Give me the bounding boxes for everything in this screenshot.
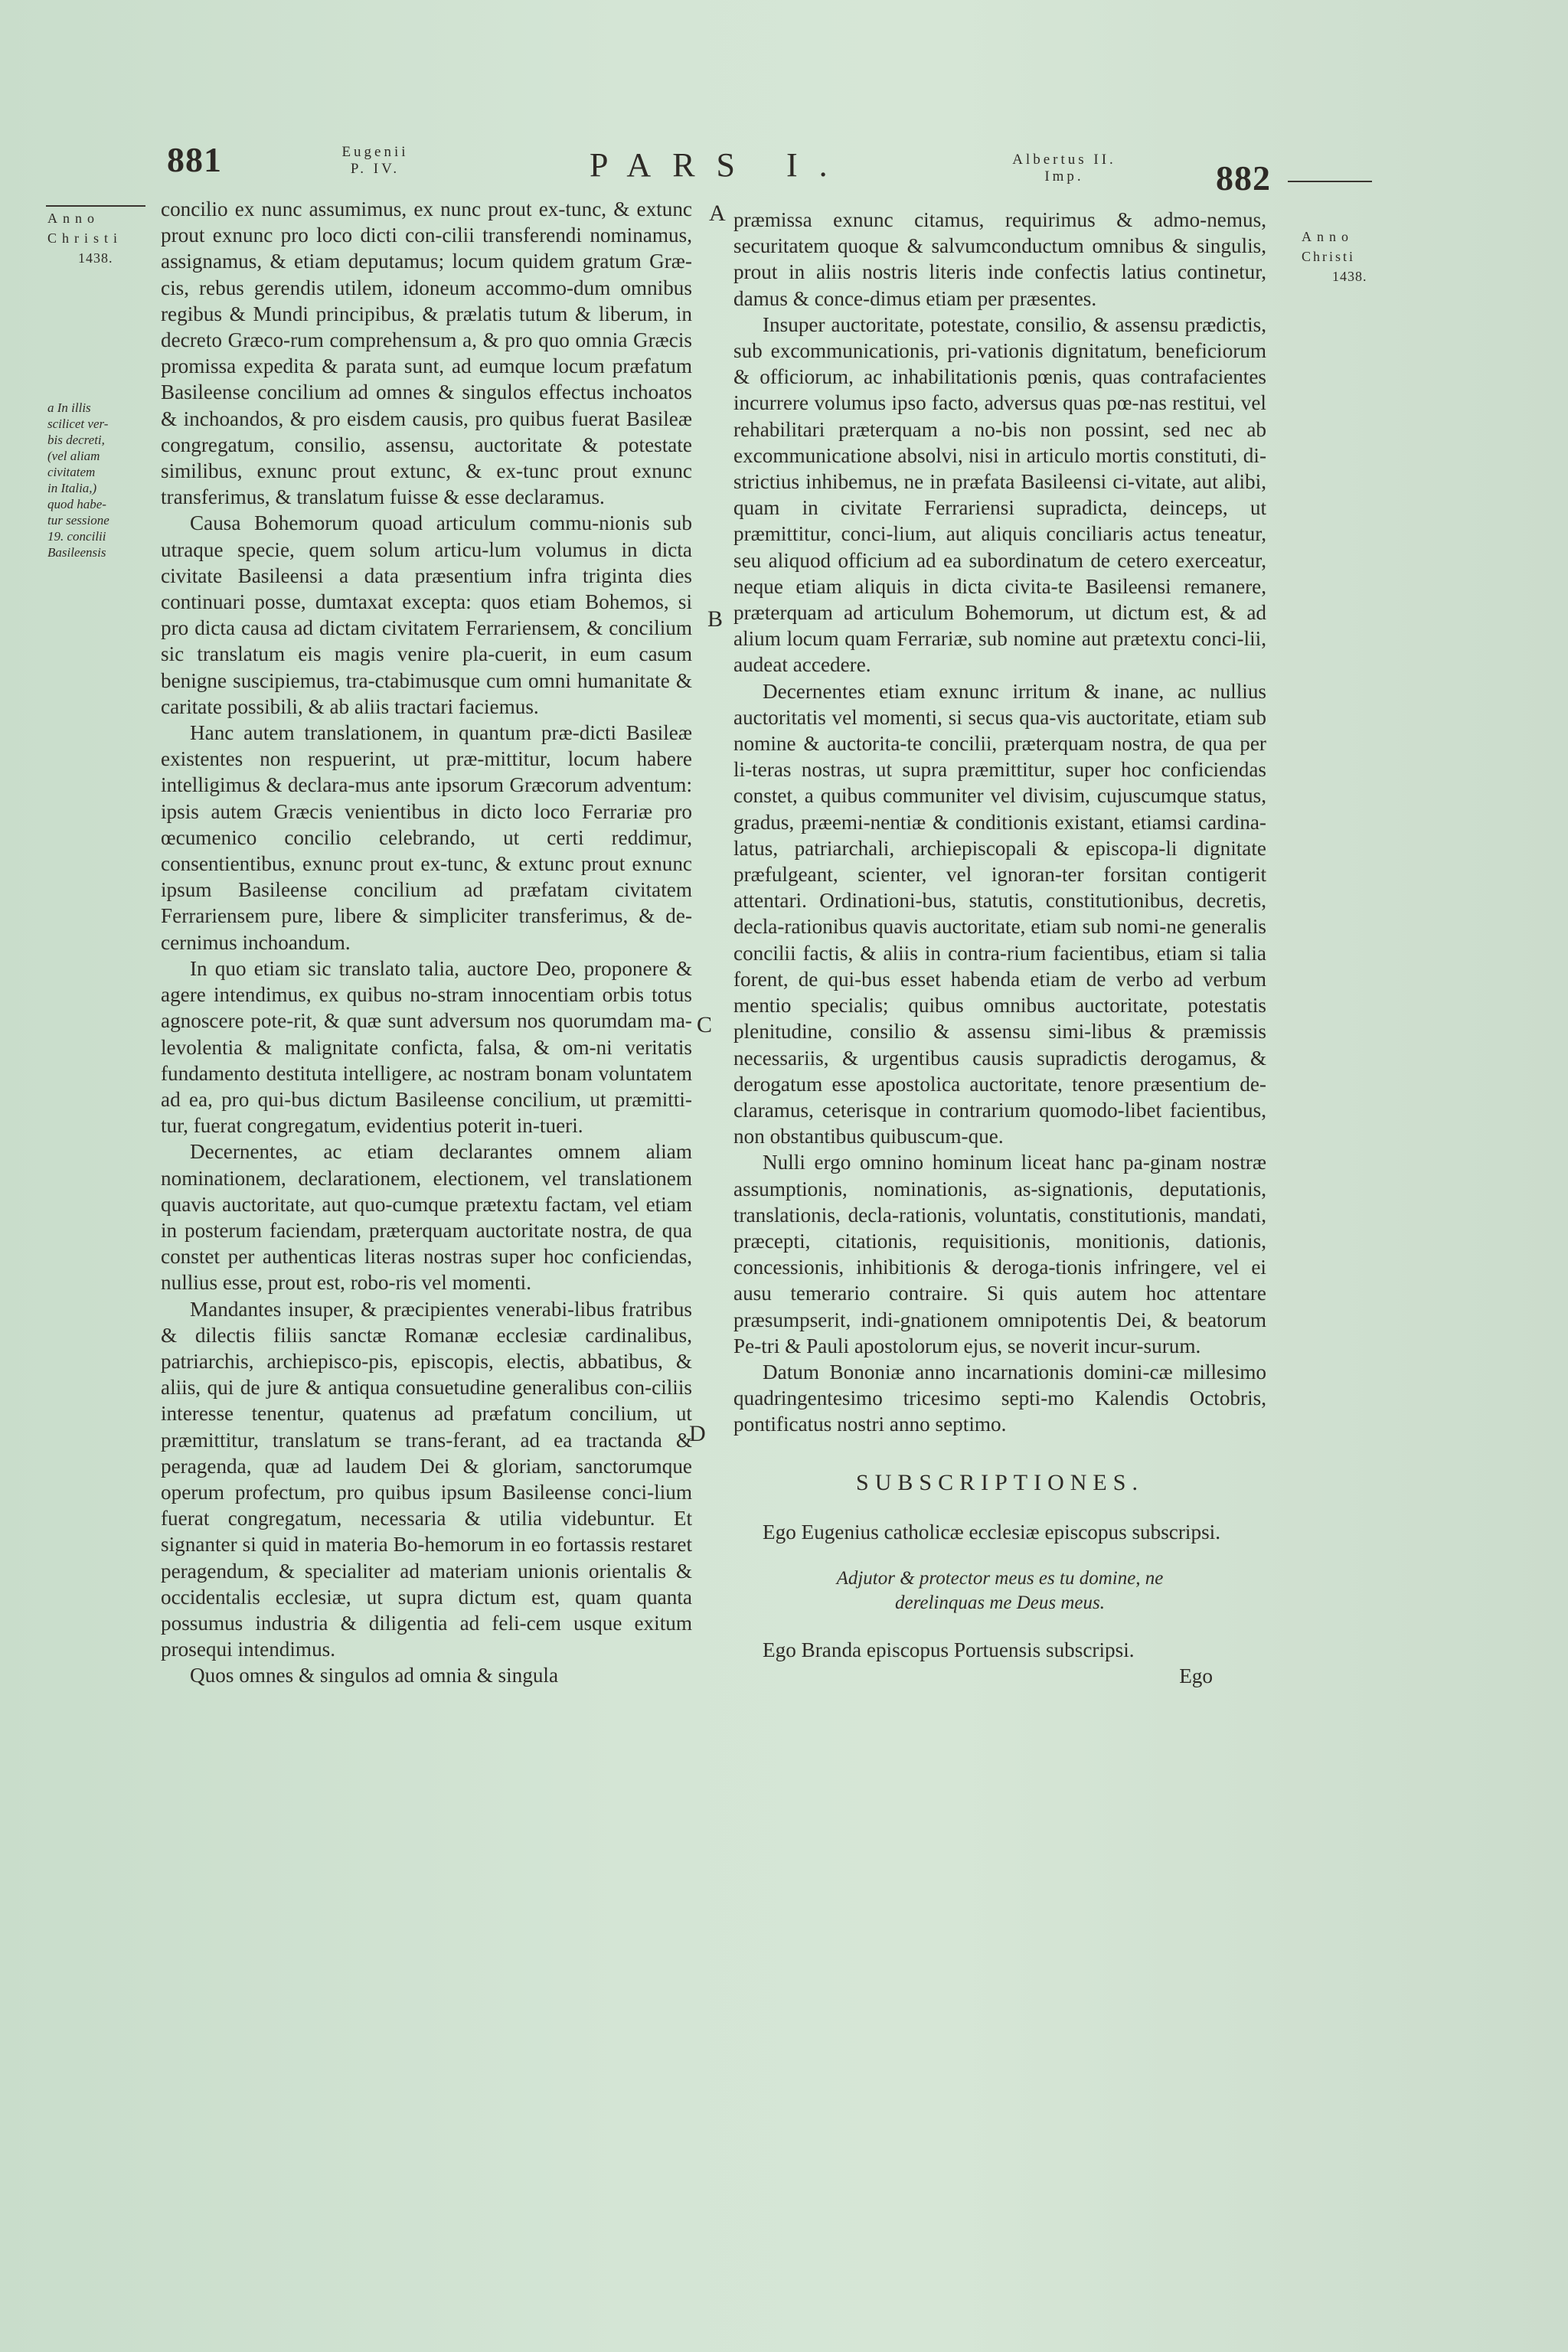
motto [764, 1566, 1236, 1615]
paragraph: Datum Bononiæ anno incarnationis domini-cæ millesimo quadringentesimo tricesimo septi-mo Kalendis Octobris, pontificatus nostri anno septimo. [733, 1360, 1266, 1436]
section-letter-a: A [709, 201, 726, 226]
paragraph: Nulli ergo omnino hominum liceat hanc pa-ginam nostræ assumptionis, nominationis, as-signationis, deputationis, translationis, decla-rationis, voluntatis, constitutionis, mandati, præcepti, citationis, requisitionis, monitionis, dationis, concessionis, inhibitionis & deroga-tionis infringere, vel ei ausu temerario contraire. Si quis autem hoc attentare præsumpserit, indi-gnationem omnipotentis Dei, & beatorum Pe-tri & Pauli apostolorum ejus, se noverit incur-surum. [733, 1151, 1266, 1357]
subscription: Ego Branda episcopus Portuensis subscripsi. [763, 1638, 1135, 1661]
christi-label: Christi [47, 230, 123, 246]
year-label: 1438. [78, 250, 113, 266]
paragraph: Decernentes, ac etiam declarantes omnem aliam nominationem, declarationem, electionem, vel translationem quavis auctoritate, aut quo-cumque prætextu factam, vel etiam in posterum faciendam, præterquam auctoritate nostra, de qua constet per authenticas literas nostras super hoc conficiendas, nullius esse, prout est, robo-ris vel momenti. [161, 1140, 692, 1295]
footnote-line: civitatem [47, 465, 96, 479]
paragraph: præmissa exnunc citamus, requirimus & admo-nemus, securitatem quoque & salvumconductum omnibus & singulis, prout in aliis nostris literis inde confectis latius continetur, damus & conce-dimus etiam per præsentes. [733, 208, 1266, 310]
left-running-head-line2: P. IV. [350, 161, 400, 177]
section-letter-d: D [689, 1421, 706, 1446]
year-label: 1438. [1332, 269, 1367, 284]
footnote-line: a In illis [47, 400, 91, 415]
left-page-number: 881 [167, 140, 222, 179]
footnote-line: scilicet ver- [47, 416, 109, 431]
footnote-line: quod habe- [47, 497, 106, 511]
motto-line: derelinquas me Deus meus. [894, 1592, 1106, 1613]
right-anno-christi [1302, 227, 1386, 286]
paragraph: Insuper auctoritate, potestate, consilio, & assensu prædictis, sub excommunicationis, pri-vationis dignitatum, beneficiorum & officiorum, ac inhabilitationis pœnis, quas contrafacientes incurrere volumus ipso facto, adversus quas pœ-nas restitui, vel rehabilitari præterquam a no-bis non possint, sed nec ab excommunicatione absolvi, nisi in articulo mortis constituti, di-strictius inhibemus, ne in præfata Basileensi ci-vitate, aut alibi, quam in civitate Ferrariensi supradicta, deinceps, ut præmittitur, conci-lium, aut aliquis conciliaris actus teneatur, seu aliquod officium ad ea subordinatum de cetero exerceatur, neque etiam aliquis in dicta civita-te Basileensi remanere, præterquam ad articulum Bohemorum, ut dictum est, & ad alium locum quam Ferrariæ, sub nomine aut prætextu conci-lii, audeat accedere. [733, 312, 1266, 677]
left-margin-rule [46, 205, 145, 207]
motto-line: Adjutor & protector meus es tu domine, ne [836, 1567, 1164, 1589]
footnote-line: 19. concilii [47, 529, 106, 544]
footnote-line: (vel aliam [47, 449, 100, 463]
catchword: Ego [1179, 1664, 1213, 1688]
paragraph: Quos omnes & singulos ad omnia & singula [190, 1664, 559, 1687]
subscriptions-heading: SUBSCRIPTIONES. [856, 1469, 1144, 1495]
section-letter-c: C [697, 1012, 713, 1037]
anno-label: Anno [47, 211, 100, 226]
paragraph: Mandantes insuper, & præcipientes venerabi-libus fratribus & dilectis filiis sanctæ Romanæ ecclesiæ cardinalibus, patriarchis, archiepisco-pis, episcopis, electis, abbatibus, & aliis, qui de jure & antiqua consuetudine generalibus con-ciliis interesse tenentur, quatenus ad præfatum concilium, ut præmittitur, translatum se trans-ferant, ad ea tractanda & peragenda, quæ ad laudem Dei & gloriam, sanctorumque operum profectum, pro quibus ipsum Basileense conci-lium fuerat congregatum, necessaria & utilia videbuntur. Et signanter si quid in materia Bo-hemorum in eo fortassis restaret peragendum, & specialiter ad materiam unionis orientalis & occidentalis ecclesiæ, ut supra dictum est, quam quanta possumus industria & diligentia ad feli-cem usque exitum prosequi intendimus. [161, 1297, 692, 1661]
right-running-head [988, 152, 1141, 185]
right-column [733, 207, 1266, 1689]
right-running-head-line1: Albertus II. [1012, 152, 1116, 168]
christi-label: Christi [1302, 249, 1356, 264]
footnote-line: tur sessione [47, 513, 109, 528]
paragraph: Causa Bohemorum quoad articulum commu-nionis sub utraque specie, quem solum articu-lum volumus in dicta civitate Basileensi a data præsentium infra triginta dies continuari posse, dumtaxat excepta: quos etiam Bohemos, si pro dicta causa ad dictam civitatem Ferrariensem, & concilium sic translatum eis magis venire pla-cuerit, in eum casum benigne suscipiemus, tra-ctabimusque cum omni humanitate & caritate possibili, & ab aliis tractari faciemus. [161, 511, 692, 718]
paragraph: Decernentes etiam exnunc irritum & inane, ac nullius auctoritatis vel momenti, si secus qua-vis auctoritate, etiam sub nomine & auctorita-te concilii, præterquam nostra, de qua per li-teras nostras, ut supra præmittitur, super hoc conficiendas constet, a quibus communiter vel divisim, cujuscumque status, gradus, præemi-nentiæ & conditionis existant, etiamsi cardina-latus, patriarchali, archiepiscopali & episcopa-li dignitate præfulgeant, scienter, vel ignoran-ter forsitan contigerit attentari. Ordinationi-bus, statutis, constitutionibus, decretis, decla-rationibus quavis auctoritate, etiam sub nomi-ne generalis concilii factis, & aliis in contra-rium facientibus, etiam si talia forent, de qui-bus esset habenda etiam de verbo ad verbum mentio specialis; quibus omnibus auctoritate, potestatis plenitudine, consilio & assensu simi-libus & præmissis necessariis, & urgentibus causis supradictis derogamus, & derogatum esse apostolica auctoritate, tenore præsentium de-claramus, ceterisque in contrarium quomodo-libet facientibus, non obstantibus quibuscum-que. [733, 679, 1266, 1148]
right-page-number: 882 [1216, 158, 1271, 198]
footnote-line: Basileensis [47, 545, 106, 560]
left-anno-christi [47, 208, 155, 268]
right-margin-rule [1288, 181, 1372, 182]
margin-footnote [47, 400, 147, 560]
anno-label: Anno [1302, 229, 1354, 244]
footnote-line: in Italia,) [47, 481, 97, 495]
paragraph: In quo etiam sic translato talia, auctore Deo, proponere & agere intendimus, ex quibus no-stram innocentiam orbis totus agnoscere pote-rit, & quæ sunt adversum nos quorumdam ma-levolentia & malignitate conficta, falsa, & om-ni veritatis fundamento destituta intelligere, ac nostram bonam voluntatem ad ea, pro qui-bus dictum Basileense concilium, ut præmitti-tur, fuerat congregatum, evidentius poterit in-tueri. [161, 956, 692, 1138]
subscription: Ego Eugenius catholicæ ecclesiæ episcopus subscripsi. [763, 1520, 1221, 1544]
paragraph: Hanc autem translationem, in quantum præ-dicti Basileæ existentes non respuerint, ut præ-mittitur, locum habere intelligimus & declara-mus ante ipsorum Græcorum adventum: ipsis autem Græcis venientibus in dicto loco Ferrariæ pro œcumenico concilio celebrando, ut certi reddimur, consentientibus, exnunc prout ex-tunc, & extunc prout exnunc ipsum Basileense concilium ad præfatam civitatem Ferrariensem pure, libere & simpliciter transferimus, & de-cernimus inchoandum. [161, 721, 692, 954]
right-running-head-line2: Imp. [1044, 168, 1084, 185]
left-column [161, 196, 692, 1689]
footnote-line: bis decreti, [47, 433, 105, 447]
paragraph: concilio ex nunc assumimus, ex nunc prout ex-tunc, & extunc prout exnunc pro loco dicti con-cilii transferendi nominamus, assignamus, & etiam deputamus; locum quidem gratum Græ-cis, rebus gerendis utilem, idoneum accommo-dum omnibus regibus & Mundi principibus, & prælatis tutum & liberum, in decreto Græco-rum comprehensum a, & pro quo omnia Græcis promissa expedita & parata sunt, ad eumque locum præfatum Basileense concilium ad omnes & singulos effectus inchoatos & inchoandos, & pro eisdem causis, pro quibus fuerat Basileæ congregatum, consilio, assensu, auctoritate & potestate similibus, exnunc prout extunc, & ex-tunc prout exnunc transferimus, & translatum fuisse & esse declaramus. [161, 198, 692, 509]
page-title: PARS I. [590, 146, 849, 184]
left-running-head-line1: Eugenii [341, 144, 409, 160]
left-running-head [306, 144, 444, 178]
section-letter-b: B [707, 606, 724, 632]
